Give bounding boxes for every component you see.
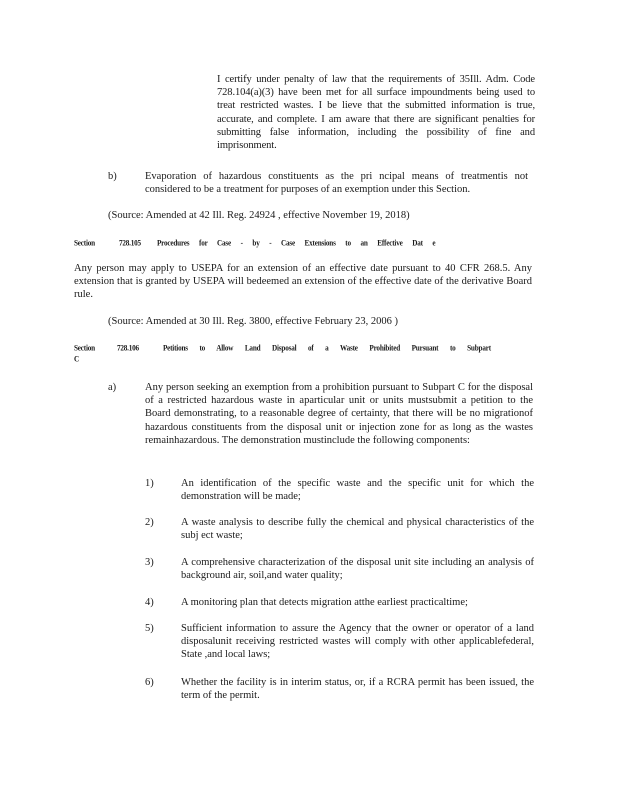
source-note-2: (Source: Amended at 30 Ill. Reg. 3800, effective February 23, 2006 )	[108, 316, 398, 327]
item-b-label: b)	[108, 171, 117, 182]
subitem-5-label: 5)	[145, 623, 154, 634]
subitem-5-text: Sufficient information to assure the Agency that the owner or operator of a land disposalunit receiving restricted wastes will comply with other applicablefederal, State ,and local laws;	[181, 623, 534, 661]
item-a-label: a)	[108, 382, 117, 393]
subitem-2-text: A waste analysis to describe fully the chemical and physical characteristics of the subj ect waste;	[181, 517, 534, 542]
item-b-text: Evaporation of hazardous constituents as the pri ncipal means of treatmentis not considered to be a treatment for purposes of an exemption under this Section.	[145, 171, 528, 196]
section-728-105-paragraph: Any person may apply to USEPA for an extension of an effective date pursuant to 40 CFR 268.5. Any extension that is granted by USEPA will bedeemed an extension of the effective date of the derivative Board rule.	[74, 263, 532, 301]
subitem-1-label: 1)	[145, 478, 154, 489]
subitem-2-label: 2)	[145, 517, 154, 528]
section-728-105-heading	[74, 238, 474, 249]
section-word: Section	[74, 344, 95, 353]
section-title-continuation: C	[74, 355, 79, 364]
subitem-3-text: A comprehensive characterization of the disposal unit site including an analysis of background air, soil,and water quality;	[181, 557, 534, 582]
subitem-1-text: An identification of the specific waste and the specific unit for which the demonstration will be made;	[181, 478, 534, 503]
section-title: Procedures for Case - by - Case Extensions to an Effective Dat e	[156, 239, 436, 248]
section-728-106-heading	[74, 343, 529, 365]
section-title: Petitions to Allow Land Disposal of a Waste Prohibited Pursuant to Subpart	[162, 344, 491, 353]
source-note-1: (Source: Amended at 42 Ill. Reg. 24924 , effective November 19, 2018)	[108, 210, 410, 221]
section-word: Section	[74, 239, 95, 248]
certification-statement: I certify under penalty of law that the requirements of 35Ill. Adm. Code 728.104(a)(3) have been met for all surface impoundments being used to treat restricted wastes. I be lieve that the submitted information is true, accurate, and complete. I am aware that there are significant penalties for submitting false information, including the possibility of fine and imprisonment.	[217, 74, 535, 152]
subitem-4-text: A monitoring plan that detects migration atthe earliest practicaltime;	[181, 597, 468, 608]
section-number: 728.105	[118, 239, 141, 248]
subitem-6-label: 6)	[145, 677, 154, 688]
section-number: 728.106	[116, 344, 139, 353]
subitem-4-label: 4)	[145, 597, 154, 608]
subitem-3-label: 3)	[145, 557, 154, 568]
item-a-text: Any person seeking an exemption from a prohibition pursuant to Subpart C for the disposal of a restricted hazardous waste in aparticular unit or units mustsubmit a petition to the Board demonstrating, to a reasonable degree of certainty, that there will be no migrationof hazardous constituents from the disposal unit or injection zone for as long as the wastes remainhazardous. The demonstration mustinclude the following components:	[145, 382, 533, 446]
subitem-6-text: Whether the facility is in interim status, or, if a RCRA permit has been issued, the term of the permit.	[181, 677, 534, 702]
